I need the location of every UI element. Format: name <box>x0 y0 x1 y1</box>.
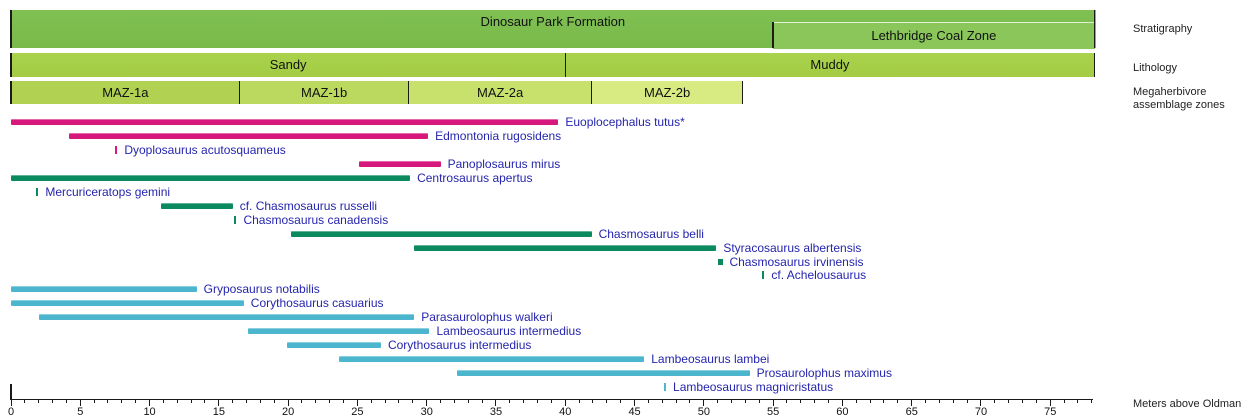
x-axis-major-tick <box>980 400 981 406</box>
x-axis-minor-tick <box>994 400 995 403</box>
range-bar <box>457 370 749 376</box>
x-axis-minor-tick <box>398 400 399 403</box>
x-axis-minor-tick <box>301 400 302 403</box>
axis-tick-label: 40 <box>559 406 572 418</box>
x-axis-minor-tick <box>592 400 593 403</box>
axis-tick-label: 65 <box>905 406 918 418</box>
occurrence-tick <box>664 383 666 391</box>
taxon-label: cf. Chasmosaurus russelli <box>239 198 378 213</box>
x-axis-major-tick <box>773 400 774 406</box>
x-axis-minor-tick <box>385 400 386 403</box>
x-axis-minor-tick <box>1022 400 1023 403</box>
x-axis-left-spine <box>10 384 12 399</box>
x-axis-minor-tick <box>828 400 829 403</box>
x-axis-minor-tick <box>523 400 524 403</box>
axis-tick-label: 25 <box>351 406 364 418</box>
taxon-label: Mercuriceratops gemini <box>45 184 171 199</box>
x-axis-minor-tick <box>315 400 316 403</box>
maz-label: MAZ-2b <box>643 85 691 100</box>
x-axis-major-tick <box>1050 400 1051 406</box>
maz-divider <box>239 81 241 104</box>
occurrence-square <box>718 259 723 265</box>
x-axis-minor-tick <box>482 400 483 403</box>
x-axis-minor-tick <box>509 400 510 403</box>
x-axis-minor-tick <box>232 400 233 403</box>
x-axis-minor-tick <box>260 400 261 403</box>
x-axis-major-tick <box>357 400 358 406</box>
coal-zone-divider <box>772 22 774 48</box>
x-axis-minor-tick <box>925 400 926 403</box>
x-axis-major-tick <box>911 400 912 406</box>
lithology-divider <box>565 53 567 77</box>
x-axis-minor-tick <box>856 400 857 403</box>
range-bar <box>291 231 592 237</box>
axis-tick-label: 5 <box>77 406 84 418</box>
x-axis-major-tick <box>426 400 427 406</box>
range-bar <box>287 342 381 348</box>
lithology-label: Sandy <box>269 57 307 72</box>
lithology-divider <box>10 53 12 77</box>
maz-label: MAZ-2a <box>477 85 524 100</box>
x-axis-minor-tick <box>94 400 95 403</box>
taxon-label: Chasmosaurus belli <box>598 226 704 241</box>
x-axis-minor-tick <box>759 400 760 403</box>
taxon-label: Euoplocephalus tutus* <box>565 115 685 129</box>
x-axis-minor-tick <box>343 400 344 403</box>
formation-right-border <box>1094 10 1096 48</box>
x-axis-minor-tick <box>1091 400 1092 403</box>
x-axis-minor-tick <box>939 400 940 403</box>
x-axis-minor-tick <box>662 400 663 403</box>
x-axis-minor-tick <box>967 400 968 403</box>
x-axis-minor-tick <box>606 400 607 403</box>
x-axis-minor-tick <box>870 400 871 403</box>
x-axis-minor-tick <box>551 400 552 403</box>
x-axis-minor-tick <box>953 400 954 403</box>
taxon-label: Styracosaurus albertensis <box>723 240 862 255</box>
taxon-label: Lambeosaurus intermedius <box>436 324 582 339</box>
formation-left-border <box>10 10 12 48</box>
range-bar <box>248 328 430 334</box>
lithology-side-label: Lithology <box>1133 62 1178 74</box>
x-axis-major-tick <box>218 400 219 406</box>
taxon-label: Corythosaurus casuarius <box>250 296 384 311</box>
range-bar <box>414 245 716 251</box>
x-axis-minor-tick <box>537 400 538 403</box>
x-axis-minor-tick <box>883 400 884 403</box>
x-axis-minor-tick <box>440 400 441 403</box>
axis-tick-label: 15 <box>212 406 225 418</box>
taxon-label: Chasmosaurus irvinensis <box>729 254 864 269</box>
x-axis-minor-tick <box>135 400 136 403</box>
x-axis-minor-tick <box>468 400 469 403</box>
range-bar <box>359 161 441 167</box>
x-axis-minor-tick <box>38 400 39 403</box>
x-axis-major-tick <box>11 400 12 406</box>
lithology-label: Muddy <box>810 57 850 72</box>
axis-tick-label: 30 <box>420 406 433 418</box>
x-axis-major-tick <box>288 400 289 406</box>
range-bar <box>39 314 415 320</box>
x-axis-minor-tick <box>745 400 746 403</box>
x-axis-minor-tick <box>731 400 732 403</box>
x-axis-minor-tick <box>676 400 677 403</box>
x-axis-minor-tick <box>412 400 413 403</box>
x-axis-minor-tick <box>579 400 580 403</box>
x-axis-major-tick <box>842 400 843 406</box>
x-axis-minor-tick <box>24 400 25 403</box>
taxon-label: Corythosaurus intermedius <box>387 338 532 353</box>
stratigraphy-side-label: Stratigraphy <box>1133 23 1193 35</box>
axis-tick-label: 70 <box>974 406 988 418</box>
occurrence-tick <box>115 146 117 154</box>
x-axis-major-tick <box>703 400 704 406</box>
formation-label: Dinosaur Park Formation <box>480 14 626 29</box>
axis-tick-label: 55 <box>767 406 780 418</box>
maz-divider <box>408 81 410 104</box>
occurrence-tick <box>234 216 236 224</box>
range-bar <box>69 133 428 139</box>
x-axis-major-tick <box>634 400 635 406</box>
x-axis-minor-tick <box>786 400 787 403</box>
x-axis-minor-tick <box>648 400 649 403</box>
x-axis-minor-tick <box>66 400 67 403</box>
coal-zone-label: Lethbridge Coal Zone <box>871 28 997 43</box>
x-axis-major-tick <box>565 400 566 406</box>
taxon-label: Lambeosaurus magnicristatus <box>673 380 834 395</box>
occurrence-tick <box>36 188 38 196</box>
x-axis-major-tick <box>80 400 81 406</box>
axis-tick-label: 45 <box>628 406 641 418</box>
axis-tick-label: 75 <box>1044 406 1057 418</box>
x-axis-minor-tick <box>121 400 122 403</box>
axis-tick-label: 10 <box>143 406 156 418</box>
taxon-label: Centrosaurus apertus <box>417 170 533 185</box>
axis-tick-label: 50 <box>697 406 710 418</box>
taxon-label: Edmontonia rugosidens <box>435 128 562 143</box>
x-axis-minor-tick <box>689 400 690 403</box>
taxon-label: cf. Achelousaurus <box>771 268 867 283</box>
taxon-label: Lambeosaurus lambei <box>651 352 770 367</box>
x-axis-minor-tick <box>897 400 898 403</box>
x-axis-minor-tick <box>107 400 108 403</box>
maz-divider <box>10 81 12 104</box>
x-axis-minor-tick <box>800 400 801 403</box>
x-axis-major-tick <box>495 400 496 406</box>
x-axis-minor-tick <box>454 400 455 403</box>
taxon-label: Dyoplosaurus acutosquameus <box>124 142 286 157</box>
occurrence-tick <box>762 271 764 279</box>
maz-label: MAZ-1b <box>301 85 348 100</box>
x-axis-minor-tick <box>620 400 621 403</box>
taxon-label: Gryposaurus notabilis <box>203 282 320 297</box>
x-axis-minor-tick <box>371 400 372 403</box>
range-bar <box>11 175 410 181</box>
range-bar <box>339 356 644 362</box>
x-axis-minor-tick <box>204 400 205 403</box>
taxon-label: Chasmosaurus canadensis <box>243 212 389 227</box>
x-axis-minor-tick <box>1036 400 1037 403</box>
x-axis-minor-tick <box>177 400 178 403</box>
maz-label: MAZ-1a <box>102 85 149 100</box>
x-axis-minor-tick <box>274 400 275 403</box>
x-axis-major-tick <box>149 400 150 406</box>
maz-side-label-line1: Megaherbivore <box>1133 86 1207 98</box>
taxon-label: Parasaurolophus walkeri <box>421 310 553 325</box>
x-axis-minor-tick <box>329 400 330 403</box>
x-axis-minor-tick <box>163 400 164 403</box>
x-axis-minor-tick <box>814 400 815 403</box>
maz-divider <box>591 81 593 104</box>
x-axis-minor-tick <box>246 400 247 403</box>
axis-tick-label: 60 <box>836 406 849 418</box>
axis-tick-label: 0 <box>7 406 15 418</box>
range-bar <box>11 286 197 292</box>
range-bar <box>11 119 558 125</box>
x-axis-minor-tick <box>1064 400 1065 403</box>
x-axis-minor-tick <box>191 400 192 403</box>
x-axis-minor-tick <box>1008 400 1009 403</box>
taxon-label: Prosaurolophus maximus <box>756 366 892 381</box>
x-axis-minor-tick <box>717 400 718 403</box>
lithology-right-border <box>1094 53 1096 77</box>
axis-tick-label: 20 <box>282 406 295 418</box>
axis-tick-label: 35 <box>489 406 503 418</box>
x-axis-minor-tick <box>52 400 53 403</box>
maz-right-border <box>742 81 744 104</box>
range-bar <box>161 203 233 209</box>
axis-title: Meters above Oldman <box>1133 398 1242 410</box>
maz-side-label-line2: assemblage zones <box>1133 99 1225 111</box>
x-axis-minor-tick <box>1077 400 1078 403</box>
range-bar <box>11 300 244 306</box>
taxon-label: Panoplosaurus mirus <box>447 156 561 171</box>
